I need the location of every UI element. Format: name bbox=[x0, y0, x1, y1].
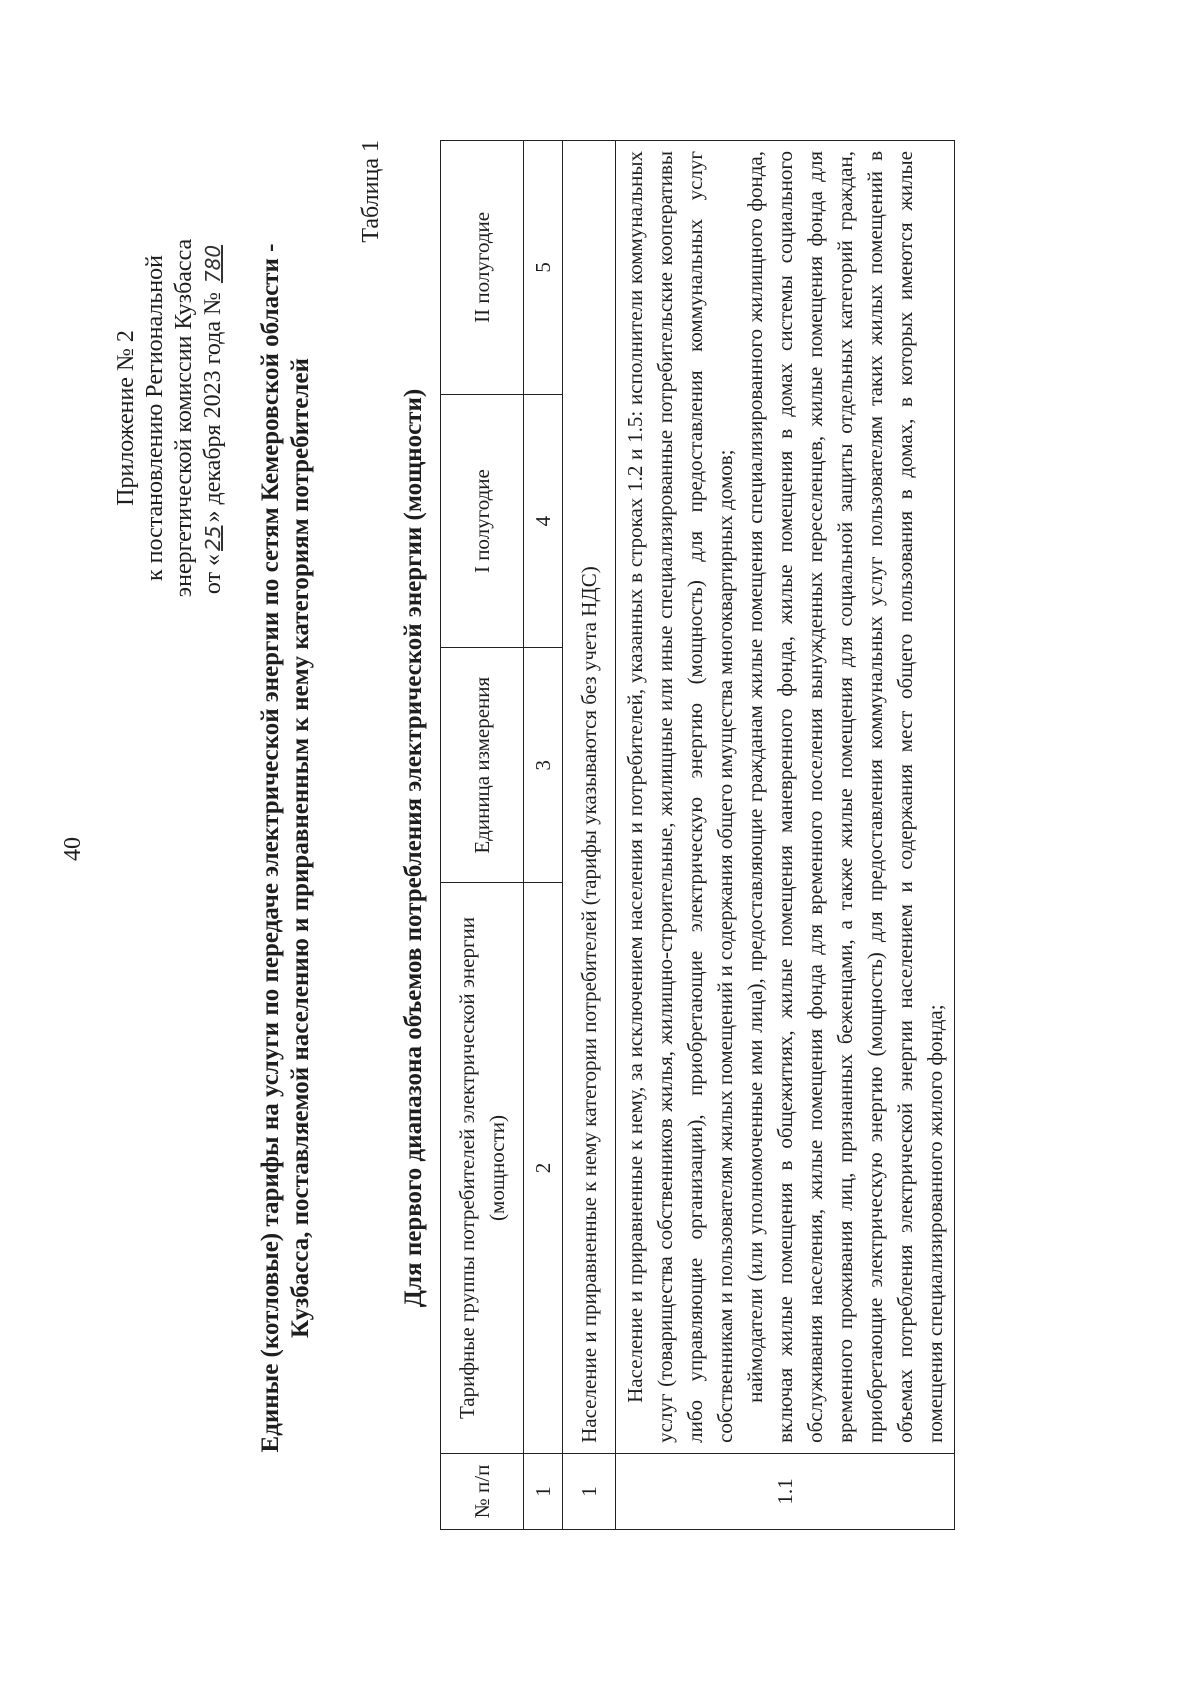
table-subtitle: Для первого диапазона объемов потребления электрической энергии (мощности) bbox=[400, 388, 427, 1308]
header-unit: Единица измерения bbox=[441, 648, 524, 883]
appendix-line-1: Приложение № 2 bbox=[113, 330, 139, 506]
date-middle: » декабря 2023 года № bbox=[200, 292, 226, 523]
header-number: № п/п bbox=[441, 1453, 524, 1529]
date-day-handwritten: 25 bbox=[201, 525, 225, 551]
column-number: 5 bbox=[524, 141, 563, 395]
date-prefix: от « bbox=[200, 553, 226, 595]
table-header-row bbox=[441, 141, 524, 1530]
appendix-line-2: к постановлению Региональной bbox=[142, 255, 168, 581]
column-number: 2 bbox=[524, 883, 563, 1454]
title-line-2: Кузбасса, поставляемой населению и приравненным к нему категориям потребителей bbox=[287, 358, 314, 1338]
doc-number-handwritten: 780 bbox=[201, 244, 225, 284]
header-second-half: II полугодие bbox=[441, 141, 524, 395]
tariff-table bbox=[440, 140, 955, 1530]
row-paragraph-1: Население и приравненные к нему, за исключением населения и потребителей, указанных в строках 1.2 и 1.5: исполнители коммунальных услуг (товарищества собственников жилья, жилищно-строительные, жилищные или иные специализированные потребительские кооперативы либо управляющие организации), приобретающие электрическую энергию (мощность) для предоставления коммунальных услуг собственникам и пользователям жилых помещений и содержания общего имущества многоквартирных домов; bbox=[623, 151, 737, 1443]
title-line-1: Единые (котловые) тарифы на услуги по передаче электрической энергии по сетям Кемеровской области - bbox=[257, 243, 284, 1453]
column-numbers-row bbox=[524, 141, 563, 1530]
row-description bbox=[616, 141, 955, 1454]
header-tariff-group: Тарифные группы потребителей электрической энергии (мощности) bbox=[441, 883, 524, 1454]
row-number: 1.1 bbox=[616, 1453, 955, 1529]
group-text: Население и приравненные к нему категории потребителей (тарифы указываются без учета НДС) bbox=[563, 141, 616, 1454]
row-paragraph-2: наймодатели (или уполномоченные ими лица), предоставляющие гражданам жилые помещения специализированного жилищного фонда, включая жилые помещения в общежитиях, жилые помещения маневренного фонда, жилые помещения в домах системы социального обслуживания населения, жилые помещения фонда для временного поселения вынужденных переселенцев, жилые помещения фонда для временного проживания лиц, признанных беженцами, а также жилые помещения для социальной защиты отдельных категорий граждан, приобретающие электрическую энергию (мощность) для предоставления коммунальных услуг пользователям таких жилых помещений в объемах потребления электрической энергии населением и содержания мест общего пользования в домах, в которых имеются жилые помещения специализированного жилого фонда; bbox=[743, 151, 947, 1443]
document-title bbox=[256, 118, 316, 1578]
table-label: Таблица 1 bbox=[358, 140, 384, 243]
appendix-date-line bbox=[199, 158, 228, 678]
appendix-line-3: энергетической комиссии Кузбасса bbox=[171, 238, 197, 598]
column-number: 4 bbox=[524, 394, 563, 648]
column-number: 1 bbox=[524, 1453, 563, 1529]
header-first-half: I полугодие bbox=[441, 394, 524, 648]
page-number: 40 bbox=[60, 837, 86, 861]
column-number: 3 bbox=[524, 648, 563, 883]
table-row bbox=[616, 141, 955, 1530]
appendix-block bbox=[112, 158, 228, 678]
group-number: 1 bbox=[563, 1453, 616, 1529]
group-row bbox=[563, 141, 616, 1530]
